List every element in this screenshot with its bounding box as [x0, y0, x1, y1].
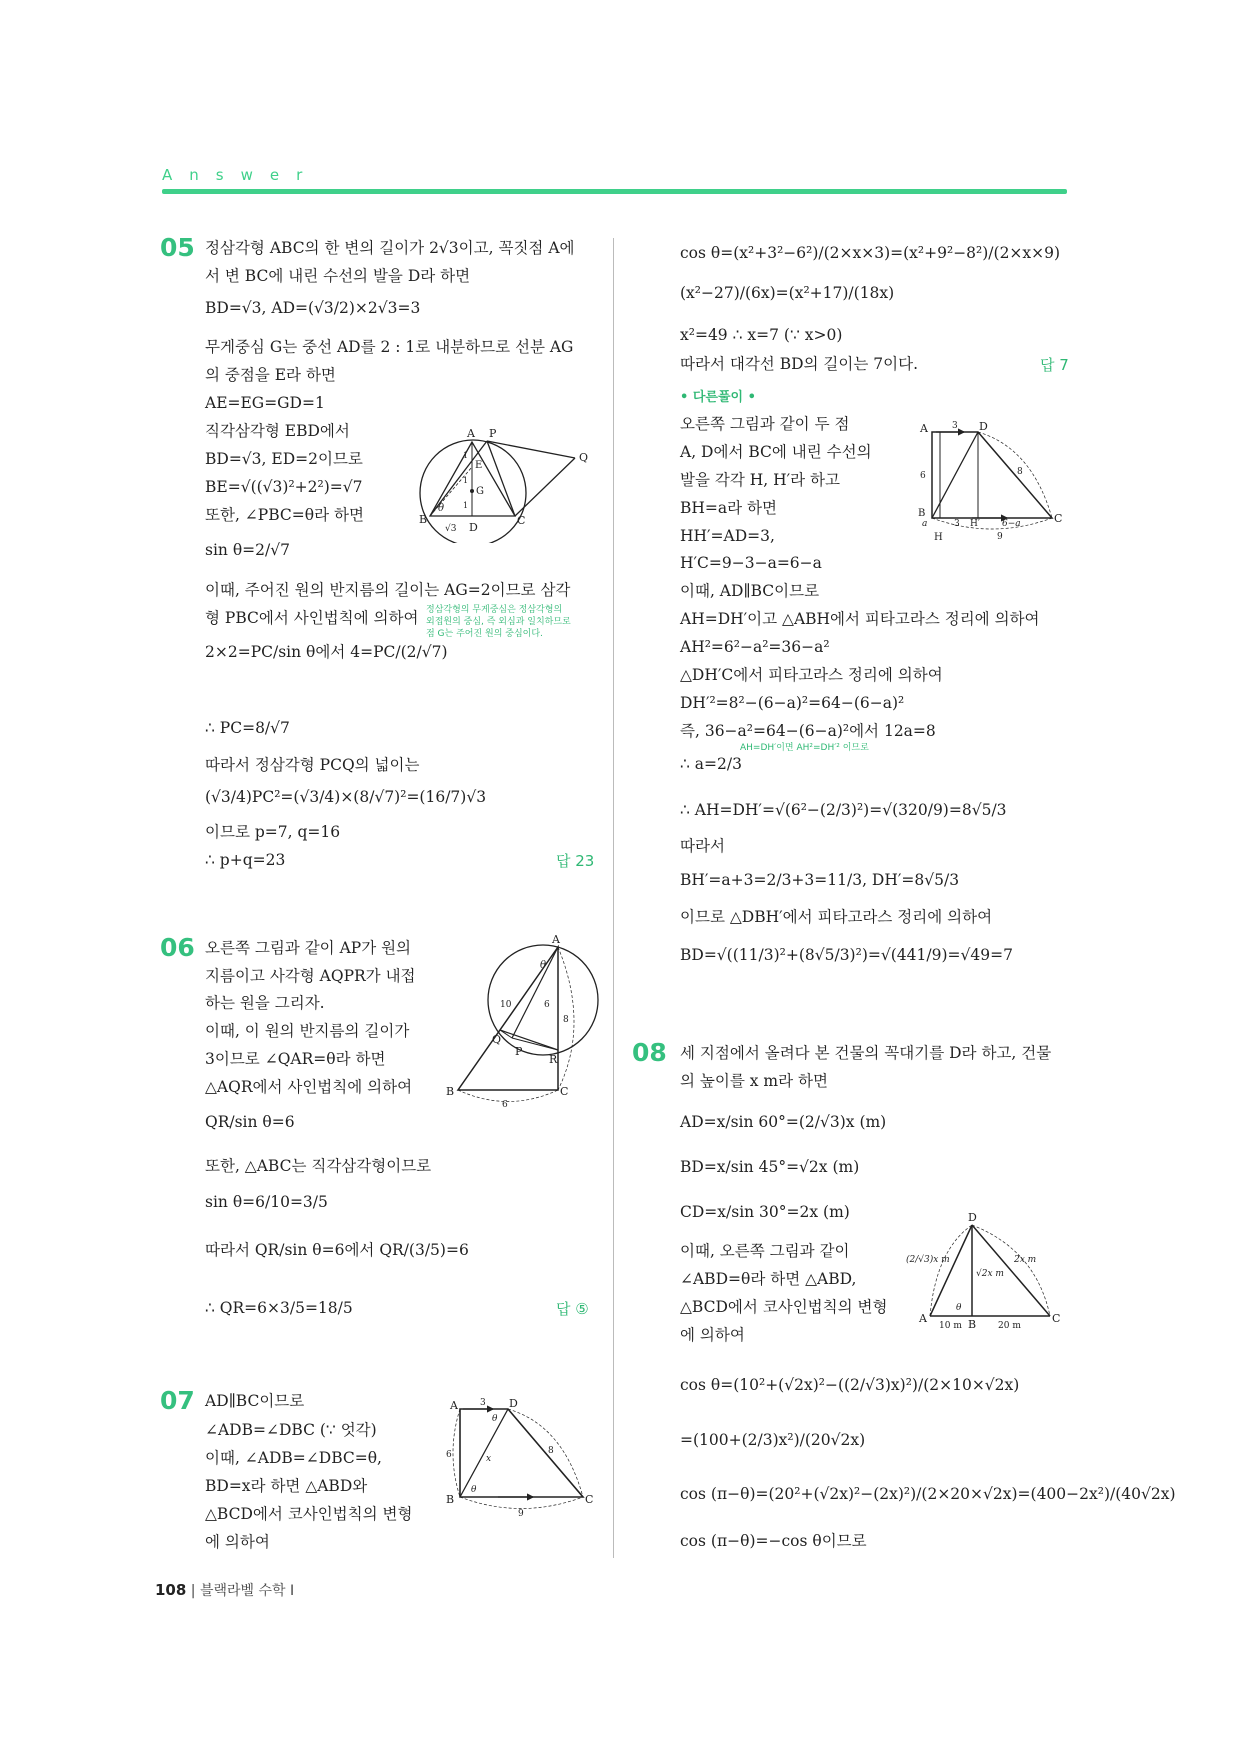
fig08-label: θ — [956, 1303, 962, 1313]
solution-line: 이때, 이 원의 반지름의 길이가 — [205, 1022, 410, 1040]
fig07alt-label: B — [918, 508, 926, 519]
solution-line: BD=√3, ED=2이므로 — [205, 450, 363, 468]
q07-alt-figure — [912, 418, 1072, 543]
solution-line: 따라서 — [680, 837, 725, 855]
fig07-label: θ — [492, 1414, 498, 1424]
fig08-label: D — [968, 1211, 977, 1224]
solution-line: 이므로 p=7, q=16 — [205, 823, 341, 841]
solution-line: x²=49 ∴ x=7 (∵ x>0) — [680, 326, 843, 344]
q08-figure — [906, 1210, 1071, 1330]
fig05-label: G — [476, 486, 484, 497]
solution-line: BD=x/sin 45°=√2x (m) — [680, 1158, 860, 1176]
q07-answer: 답 7 — [1040, 356, 1069, 374]
solution-line: ∴ AH=DH′=√(6²−(2/3)²)=√(320/9)=8√5/3 — [680, 801, 1007, 819]
fig08-label: √2x m — [976, 1269, 1004, 1279]
q05-answer: 답 23 — [556, 852, 595, 870]
fig06-label: C — [560, 1085, 569, 1098]
fig08-label: 10 m — [939, 1321, 962, 1330]
solution-line: sin θ=2/√7 — [205, 541, 290, 559]
fig07alt-label: 6 — [920, 471, 926, 481]
fig07-label: 6 — [446, 1450, 452, 1460]
solution-line: DH′²=8²−(6−a)²=64−(6−a)² — [680, 694, 905, 712]
fig07-label: x — [486, 1454, 492, 1464]
solution-line: BH′=a+3=2/3+3=11/3, DH′=8√5/3 — [680, 871, 960, 889]
solution-line: △BCD에서 코사인법칙의 변형 — [205, 1505, 413, 1523]
fig08-label: C — [1052, 1312, 1061, 1325]
solution-line: AE=EG=GD=1 — [205, 394, 325, 412]
solution-line: 또한, ∠PBC=θ라 하면 — [205, 506, 364, 524]
fig05-label: 1 — [463, 451, 469, 460]
solution-line: QR/sin θ=6 — [205, 1113, 295, 1131]
solution-line: 즉, 36−a²=64−(6−a)²에서 12a=8 — [680, 722, 936, 740]
solution-line: 따라서 대각선 BD의 길이는 7이다. — [680, 355, 918, 373]
fig05-label: Q — [579, 451, 589, 464]
fig07alt-label: a — [922, 519, 928, 529]
fig07-label: 3 — [480, 1398, 486, 1408]
solution-line: H′C=9−3−a=6−a — [680, 554, 822, 572]
solution-line: 무게중심 G는 중선 AD를 2 : 1로 내분하므로 선분 AG — [205, 338, 574, 356]
fig08-label: (2/√3)x m — [906, 1255, 950, 1265]
solution-line: AD=x/sin 60°=(2/√3)x (m) — [680, 1113, 887, 1131]
solution-line: 이때, ∠ADB=∠DBC=θ, — [205, 1449, 382, 1467]
q06-answer: 답 ⑤ — [556, 1300, 589, 1318]
note-line: 정삼각형의 무게중심은 정삼각형의 — [426, 605, 563, 615]
solution-line: 따라서 QR/sin θ=6에서 QR/(3/5)=6 — [205, 1241, 469, 1259]
solution-line: 이므로 △DBH′에서 피타고라스 정리에 의하여 — [680, 908, 993, 926]
page-number: 108 — [155, 1581, 187, 1599]
fig06-label: R — [549, 1053, 558, 1066]
header-rule — [162, 189, 1067, 194]
fig08-label: 20 m — [998, 1321, 1021, 1330]
fig06-label: Q — [492, 1033, 502, 1046]
fig05-label: θ — [438, 503, 445, 514]
note-line: 외접원의 중심, 즉 외심과 일치하므로 — [426, 617, 571, 627]
q08-number: 08 — [632, 1038, 667, 1067]
solution-line: 이때, 오른쪽 그림과 같이 — [680, 1242, 850, 1260]
fig05-label: E — [475, 460, 483, 471]
fig06-label: A — [552, 935, 560, 946]
q07-number: 07 — [160, 1386, 195, 1415]
fig06-label: P — [515, 1045, 523, 1058]
q05-number: 05 — [160, 233, 195, 262]
solution-line: 의 높이를 x m라 하면 — [680, 1072, 828, 1090]
solution-line: ∠ADB=∠DBC (∵ 엇각) — [205, 1421, 377, 1439]
solution-line: ∠ABD=θ라 하면 △ABD, — [680, 1270, 857, 1288]
fig07alt-label: A — [920, 422, 928, 435]
fig07alt-label: 9 — [997, 532, 1003, 542]
solution-line: BD=x라 하면 △ABD와 — [205, 1477, 368, 1495]
book-title: 블랙라벨 수학 I — [199, 1583, 295, 1599]
solution-line: =(100+(2/3)x²)/(20√2x) — [680, 1431, 866, 1449]
fig05-label: D — [469, 521, 478, 534]
solution-line: 직각삼각형 EBD에서 — [205, 422, 350, 440]
fig06-label: θ — [540, 960, 547, 971]
solution-line: 하는 원을 그리자. — [205, 994, 325, 1012]
fig05-label: P — [489, 428, 497, 440]
solution-line: 지름이고 사각형 AQPR가 내접 — [205, 967, 416, 985]
fig05-label: C — [517, 514, 526, 527]
solution-line: 에 의하여 — [680, 1326, 745, 1344]
fig07alt-label: D — [979, 420, 988, 433]
fig05-label: 1 — [463, 501, 469, 510]
fig07alt-label: H′ — [970, 519, 980, 529]
fig07alt-label: 6−a — [1002, 519, 1021, 529]
fig07alt-label: C — [1054, 512, 1063, 525]
solution-line: ∴ QR=6×3/5=18/5 — [205, 1299, 353, 1317]
solution-line: 형 PBC에서 사인법칙에 의하여 — [205, 609, 419, 627]
solution-line: 정삼각형 ABC의 한 변의 길이가 2√3이고, 꼭짓점 A에 — [205, 239, 575, 257]
solution-line: CD=x/sin 30°=2x (m) — [680, 1203, 850, 1221]
q06-number: 06 — [160, 933, 195, 962]
solution-line: cos θ=(10²+(√2x)²−((2/√3)x)²)/(2×10×√2x) — [680, 1376, 1020, 1394]
solution-line: cos (π−θ)=(20²+(√2x)²−(2x)²)/(2×20×√2x)=(400−2x²)/(40√2x) — [680, 1485, 1176, 1503]
solution-line: 따라서 정삼각형 PCQ의 넓이는 — [205, 756, 420, 774]
fig05-label: B — [419, 513, 428, 526]
solution-line: 2×2=PC/sin θ에서 4=PC/(2/√7) — [205, 643, 448, 661]
q07-figure — [438, 1395, 598, 1520]
solution-line: 에 의하여 — [205, 1533, 270, 1551]
q06-figure — [440, 935, 600, 1110]
fig07alt-label: H — [934, 532, 943, 543]
fig07-label: 9 — [518, 1509, 524, 1519]
solution-line: △AQR에서 사인법칙에 의하여 — [205, 1078, 413, 1096]
solution-line: 발을 각각 H, H′라 하고 — [680, 471, 840, 489]
solution-line: BH=a라 하면 — [680, 499, 777, 517]
fig06-label: 10 — [500, 1000, 512, 1010]
solution-line: 의 중점을 E라 하면 — [205, 366, 336, 384]
fig05-label: √3 — [445, 524, 457, 534]
column-divider — [613, 238, 614, 1558]
solution-line: AH²=6²−a²=36−a² — [680, 638, 830, 656]
solution-line: 또한, △ABC는 직각삼각형이므로 — [205, 1157, 432, 1175]
fig07alt-label: 3 — [954, 519, 960, 529]
solution-line: sin θ=6/10=3/5 — [205, 1193, 328, 1211]
fig06-label: 6 — [544, 1000, 550, 1010]
fig07-label: B — [446, 1493, 455, 1506]
solution-line: ∴ p+q=23 — [205, 851, 286, 869]
fig07-label: C — [585, 1493, 594, 1506]
page-footer: 108 | 블랙라벨 수학 I — [155, 1581, 295, 1599]
solution-line: cos θ=(x²+3²−6²)/(2×x×3)=(x²+9²−8²)/(2×x×9) — [680, 244, 1061, 262]
note-line: 점 G는 주어진 원의 중심이다. — [426, 629, 543, 639]
solution-line: ∴ PC=8/√7 — [205, 719, 290, 737]
header-label: Answer — [162, 166, 320, 184]
solution-line: 오른쪽 그림과 같이 AP가 원의 — [205, 939, 412, 957]
solution-line: BD=√((11/3)²+(8√5/3)²)=√(441/9)=√49=7 — [680, 946, 1013, 964]
solution-line: △BCD에서 코사인법칙의 변형 — [680, 1298, 888, 1316]
fig07alt-label: 8 — [1017, 467, 1023, 477]
fig06-label: 6 — [502, 1100, 508, 1110]
solution-line: 이때, 주어진 원의 반지름의 길이는 AG=2이므로 삼각 — [205, 581, 571, 599]
solution-line: 세 지점에서 올려다 본 건물의 꼭대기를 D라 하고, 건물 — [680, 1044, 1052, 1062]
fig08-label: B — [968, 1318, 977, 1330]
fig05-label: 1 — [463, 476, 469, 485]
q05-margin-note — [426, 604, 571, 640]
fig07-label: 8 — [548, 1446, 554, 1456]
q05-figure — [405, 428, 600, 543]
solution-line: cos (π−θ)=−cos θ이므로 — [680, 1532, 867, 1550]
fig06-label: 8 — [563, 1015, 569, 1025]
solution-line: (x²−27)/(6x)=(x²+17)/(18x) — [680, 284, 895, 302]
solution-line: BD=√3, AD=(√3/2)×2√3=3 — [205, 299, 421, 317]
q07-alt-note: AH=DH′이면 AH²=DH′² 이므로 — [740, 743, 869, 753]
solution-line: ∴ a=2/3 — [680, 755, 742, 773]
fig07-label: θ — [471, 1485, 477, 1495]
solution-line: 3이므로 ∠QAR=θ라 하면 — [205, 1050, 386, 1068]
fig06-label: B — [446, 1085, 455, 1098]
fig07-label: A — [450, 1399, 458, 1412]
solution-line: △DH′C에서 피타고라스 정리에 의하여 — [680, 666, 943, 684]
fig08-label: 2x m — [1014, 1255, 1037, 1265]
solution-line: (√3/4)PC²=(√3/4)×(8/√7)²=(16/7)√3 — [205, 788, 487, 806]
solution-line: A, D에서 BC에 내린 수선의 — [680, 443, 872, 461]
solution-line: HH′=AD=3, — [680, 527, 775, 545]
solution-line: 오른쪽 그림과 같이 두 점 — [680, 415, 850, 433]
q07-alt-title: • 다른풀이 • — [680, 390, 756, 405]
fig07alt-label: 3 — [952, 421, 958, 431]
fig08-label: A — [919, 1312, 927, 1325]
solution-line: BE=√((√3)²+2²)=√7 — [205, 478, 363, 496]
fig07-label: D — [509, 1397, 518, 1410]
solution-line: 이때, AD∥BC이므로 — [680, 582, 820, 600]
fig05-label: A — [467, 428, 475, 440]
solution-line: 서 변 BC에 내린 수선의 발을 D라 하면 — [205, 267, 471, 285]
solution-line: AD∥BC이므로 — [205, 1392, 305, 1410]
solution-line: AH=DH′이고 △ABH에서 피타고라스 정리에 의하여 — [680, 610, 1040, 628]
